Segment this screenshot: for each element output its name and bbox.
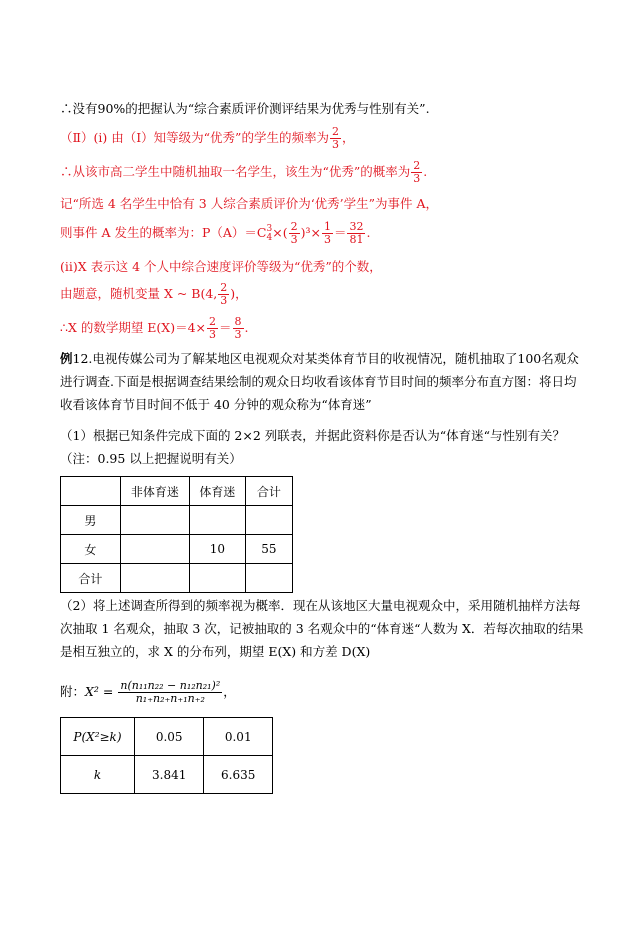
table-cell bbox=[120, 535, 189, 564]
question-2 bbox=[60, 594, 585, 663]
table-cell: k bbox=[61, 756, 135, 794]
probability-line: ∴从该市高二学生中随机抽取一名学生，该生为“优秀”的概率为 $\frac{2}{3}$ . bbox=[60, 159, 428, 185]
fraction-two-thirds: $\frac{2}{3}$ bbox=[220, 281, 228, 307]
table-cell bbox=[190, 564, 246, 593]
fraction-two-thirds: $\frac{2}{3}$ bbox=[413, 159, 421, 185]
table-cell bbox=[120, 564, 189, 593]
expectation-line: ∴X 的数学期望 E(X)＝4× $\frac{2}{3}$ ＝ $\frac{8}{3}$ . bbox=[60, 315, 249, 341]
table-cell bbox=[120, 506, 189, 535]
table-row bbox=[61, 756, 273, 794]
event-probability-text: 则事件 A 发生的概率为：P（A）＝C bbox=[60, 225, 267, 240]
contingency-table bbox=[60, 476, 293, 593]
table-cell: 55 bbox=[245, 535, 292, 564]
table-cell: 合计 bbox=[61, 564, 121, 593]
critical-value-table bbox=[60, 717, 273, 794]
table-row bbox=[61, 564, 293, 593]
table-cell bbox=[245, 564, 292, 593]
expectation-text: ∴X 的数学期望 E(X)＝4× bbox=[60, 320, 207, 335]
table-cell: 10 bbox=[190, 535, 246, 564]
fraction-one-third: $\frac{1}{3}$ bbox=[323, 220, 331, 246]
formula-lhs: X² = bbox=[85, 684, 118, 699]
table-cell: 0.05 bbox=[134, 718, 204, 756]
fraction-two-thirds: $\frac{2}{3}$ bbox=[209, 315, 217, 341]
conclusion-line bbox=[60, 100, 430, 118]
table-cell: 6.635 bbox=[204, 756, 273, 794]
combination-indices: 3 4 bbox=[266, 223, 273, 243]
table-header: 非体育迷 bbox=[120, 477, 189, 506]
table-cell: 0.01 bbox=[204, 718, 273, 756]
fraction-32-81: $\frac{32}{81}$ bbox=[349, 220, 364, 246]
question-1 bbox=[60, 424, 585, 470]
formula-fraction: $\frac{\text{n(n₁₁n₂₂ − n₁₂n₂₁)²}}{\text{n₁₊n₂₊n₊₁n₊₂}}$ bbox=[120, 679, 221, 705]
table-cell bbox=[245, 506, 292, 535]
formula-prefix: 附： bbox=[60, 684, 86, 699]
table-row bbox=[61, 535, 293, 564]
table-header: 体育迷 bbox=[190, 477, 246, 506]
fraction-two-thirds: $\frac{2}{3}$ bbox=[290, 220, 298, 246]
event-definition-line bbox=[60, 195, 438, 213]
table-header: 合计 bbox=[245, 477, 292, 506]
event-probability-line: 则事件 A 发生的概率为：P（A）＝C 3 4 ×( $\frac{2}{3}$ )³× $\frac{1}{3}$ ＝ $\frac{32}{81}$ . bbox=[60, 220, 371, 246]
part2-text: （Ⅱ）(i) 由（Ⅰ）知等级为“优秀”的学生的频率为 bbox=[60, 130, 329, 145]
table-cell: 男 bbox=[61, 506, 121, 535]
event-definition-text: 记“所选 4 名学生中恰有 3 人综合素质评价为‘优秀’学生”为事件 A， bbox=[60, 196, 439, 211]
table-row bbox=[61, 718, 273, 756]
part2-line: （Ⅱ）(i) 由（Ⅰ）知等级为“优秀”的学生的频率为 $\frac{2}{3}$ ， bbox=[60, 125, 355, 151]
question-1-text: （1）根据已知条件完成下面的 2×2 列联表，并据此资料你是否认为“体育迷“与性别有关？（注：0.95 以上把握说明有关） bbox=[60, 428, 566, 466]
table-row bbox=[61, 506, 293, 535]
table-row bbox=[61, 477, 293, 506]
fraction-two-thirds: $\frac{2}{3}$ bbox=[331, 125, 339, 151]
table-cell: P(X²≥k) bbox=[61, 718, 135, 756]
binomial-line: 由题意，随机变量 X ~ B(4, $\frac{2}{3}$ )， bbox=[60, 281, 248, 307]
table-cell bbox=[190, 506, 246, 535]
probability-text: ∴从该市高二学生中随机抽取一名学生，该生为“优秀”的概率为 bbox=[60, 164, 411, 179]
example-paragraph bbox=[60, 347, 585, 416]
table-cell: 3.841 bbox=[134, 756, 204, 794]
example-label: 例 bbox=[60, 351, 73, 366]
fraction-eight-thirds: $\frac{8}{3}$ bbox=[234, 315, 242, 341]
question-2-text: （2）将上述调查所得到的频率视为概率．现在从该地区大量电视观众中，采用随机抽样方法每次抽取 1 名观众，抽取 3 次，记被抽取的 3 名观众中的“体育迷“人数为 X．若每次抽取的结果是相互独立的，求 X 的分布列，期望 E(X) 和方差 D(X) bbox=[60, 598, 584, 659]
table-cell: 女 bbox=[61, 535, 121, 564]
binomial-text: 由题意，随机变量 X ~ B(4, bbox=[60, 286, 218, 301]
random-variable-text: (ii)X 表示这 4 个人中综合速度评价等级为“优秀”的个数， bbox=[60, 259, 382, 274]
conclusion-text: ∴没有90%的把握认为“综合素质评价测评结果为优秀与性别有关”. bbox=[60, 101, 430, 116]
table-header bbox=[61, 477, 121, 506]
chi-square-formula: 附：X² = $\frac{\text{n(n₁₁n₂₂ − n₁₂n₂₁)²}}{\text{n₁₊n₂₊n₊₁n₊₂}}$ ， bbox=[60, 679, 236, 705]
example-text: 12.电视传媒公司为了解某地区电视观众对某类体育节目的收视情况，随机抽取了100名观众进行调查.下面是根据调查结果绘制的观众日均收看该体育节目时间的频率分布直方图：将日均收看该体育节目时间不低于 40 分钟的观众称为“体育迷” bbox=[60, 351, 579, 412]
random-variable-line bbox=[60, 258, 382, 276]
